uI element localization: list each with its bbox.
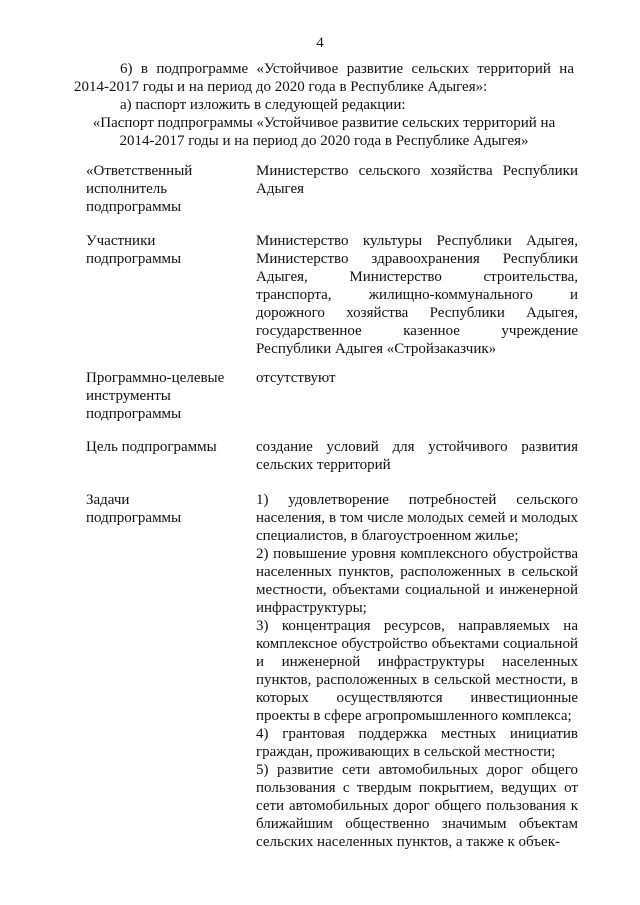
passport-label: «Ответственный исполнитель подпрограммы — [86, 163, 193, 215]
passport-label: Программно-целевые инструменты подпрограммы — [86, 370, 225, 422]
task-item-4: 4) грантовая поддержка местных инициатив граждан, проживающих в сельской местности; — [256, 726, 578, 760]
passport-title: «Паспорт подпрограммы «Устойчивое развитие сельских территорий на 2014-2017 годы и на период до 2020 года в Республике Адыгея» — [92, 115, 556, 149]
passport-label: Задачи подпрограммы — [86, 492, 182, 526]
task-item-3: 3) концентрация ресурсов, направляемых на комплексное обустройство объектами социальной и инженерной инфраструктуры населенных пунктов, расположенных в сельской местности, в которых осуществляются инвестиционные проекты в сфере агропромышленного комплекса; — [256, 618, 578, 724]
passport-value: создание условий для устойчивого развития сельских территорий — [256, 439, 578, 473]
passport-value: Министерство сельского хозяйства Республики Адыгея — [256, 163, 578, 197]
passport-label: Цель подпрограммы — [86, 439, 217, 455]
task-item-5: 5) развитие сети автомобильных дорог общего пользования с твердым покрытием, ведущих от сети автомобильных дорог общего пользования к ближайшим общественно значимым объектам сельских населенных пунктов, а также к объек- — [256, 762, 578, 850]
passport-value: Министерство культуры Республики Адыгея, Министерство здравоохранения Республики Адыгея, Министерство строительства, транспорта, жилищно-коммунального и дорожного хозяйства Республики Адыгея, государственное казенное учреждение Республики Адыгея «Стройзаказчик» — [256, 233, 578, 357]
task-item-2: 2) повышение уровня комплексного обустройства населенных пунктов, расположенных в сельской местности, объектами социальной и инженерной инфраструктуры; — [256, 546, 578, 616]
passport-label: Участники подпрограммы — [86, 233, 182, 267]
passport-value — [256, 491, 578, 851]
passport-value: отсутствуют — [256, 370, 336, 386]
amendment-subitem-a: а) паспорт изложить в следующей редакции: — [120, 97, 406, 113]
amendment-intro — [74, 60, 574, 150]
task-item-1: 1) удовлетворение потребностей сельского населения, в том числе молодых семей и молодых специалистов, в благоустроенном жилье; — [256, 492, 578, 544]
page-number: 4 — [316, 35, 324, 51]
amendment-item-6: 6) в подпрограмме «Устойчивое развитие сельских территорий на 2014-2017 годы и на период до 2020 года в Республике Адыгея»: — [74, 61, 574, 95]
